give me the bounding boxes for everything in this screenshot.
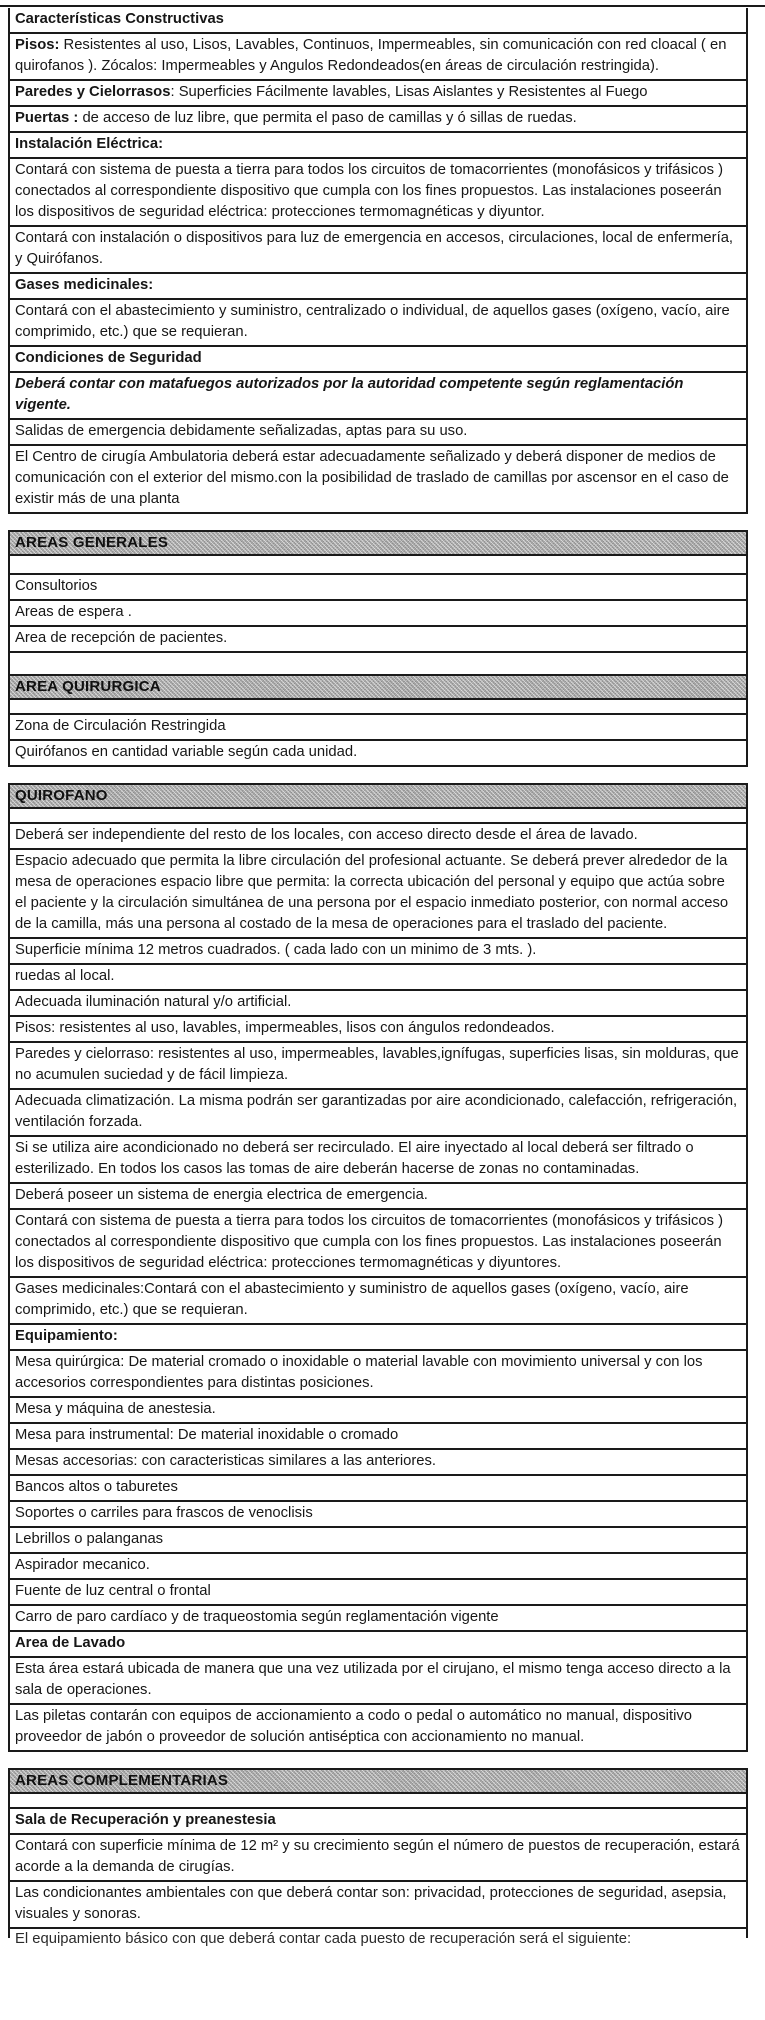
row-text: : Superficies Fácilmente lavables, Lisas Aislantes y Resistentes al Fuego	[170, 84, 648, 100]
section-quirofano	[8, 783, 748, 1752]
table-row-puesta-tierra-quirofano: Contará con sistema de puesta a tierra para todos los circuitos de tomacorrientes (monofásicos y trifásicos ) conectados al correspondiente dispositivo que cumpla con los fines propuestos. Las instalaciones poseerán los dispositivos de seguridad eléctrica: protecciones termomagnéticas y diyuntores.	[10, 1210, 746, 1278]
row-lead: Puertas :	[15, 110, 79, 126]
section-gap	[8, 514, 765, 530]
section-areas-complementarias	[8, 1768, 748, 1947]
section-header-area-quirurgica: AREA QUIRURGICA	[10, 674, 746, 700]
table-row-bancos: Bancos altos o taburetes	[10, 1476, 746, 1502]
row-text: Resistentes al uso, Lisos, Lavables, Continuos, Impermeables, sin comunicación con red cloacal ( en quirofanos ). Zócalos: Impermeables y Angulos Redondeados(en áreas de circulación restringida).	[15, 37, 727, 74]
table-row-mesa-anestesia: Mesa y máquina de anestesia.	[10, 1398, 746, 1424]
section-gap	[8, 1752, 765, 1768]
section-gap	[8, 767, 765, 783]
table-row-paredes-cielorraso: Paredes y cielorraso: resistentes al uso, impermeables, lavables,ignífugas, superficies lisas, sin molduras, que no acumulen suciedad y de fácil limpieza.	[10, 1043, 746, 1090]
section-areas-generales	[8, 530, 748, 767]
row-text: de acceso de luz libre, que permita el paso de camillas y ó sillas de ruedas.	[78, 110, 577, 126]
table-caracteristicas-constructivas	[8, 8, 748, 514]
table-row-lebrillos: Lebrillos o palanganas	[10, 1528, 746, 1554]
spacer-row	[10, 700, 746, 715]
spacer-row	[10, 1794, 746, 1809]
table-row-sala-recuperacion: Sala de Recuperación y preanestesia	[10, 1809, 746, 1835]
table-row-climatizacion: Adecuada climatización. La misma podrán ser garantizadas por aire acondicionado, calefacción, refrigeración, ventilación forzada.	[10, 1090, 746, 1137]
table-row-senalizacion: El Centro de cirugía Ambulatoria deberá estar adecuadamente señalizado y deberá disponer de medios de comunicación con el exterior del mismo.con la posibilidad de traslado de camillas por ascensor en el caso de existir más de una planta	[15, 449, 729, 507]
spacer-row	[10, 556, 746, 575]
table-row-paredes	[10, 81, 746, 107]
table-row-salidas-emergencia: Salidas de emergencia debidamente señalizadas, aptas para su uso.	[10, 420, 746, 446]
table-row-soportes-venoclisis: Soportes o carriles para frascos de venoclisis	[10, 1502, 746, 1528]
table-row-ubicacion-area-lavado: Esta área estará ubicada de manera que una vez utilizada por el cirujano, el mismo tenga acceso directo a la sala de operaciones.	[10, 1658, 746, 1705]
table-row-superficie-minima: Superficie mínima 12 metros cuadrados. ( cada lado con un minimo de 3 mts. ).	[10, 939, 746, 965]
table-row-iluminacion: Adecuada iluminación natural y/o artificial.	[10, 991, 746, 1017]
section-header-areas-generales: AREAS GENERALES	[10, 530, 746, 556]
table-row-aspirador: Aspirador mecanico.	[10, 1554, 746, 1580]
table-row-zona-circulacion: Zona de Circulación Restringida	[10, 715, 746, 741]
table-row-gases-quirofano: Gases medicinales:Contará con el abastecimiento y suministro de aquellos gases (oxígeno, vacío, aire comprimido, etc.) que se requieran.	[10, 1278, 746, 1325]
table-row-consultorios: Consultorios	[10, 575, 746, 601]
table-row-mesas-accesorias: Mesas accesorias: con caracteristicas similares a las anteriores.	[10, 1450, 746, 1476]
table-row-instalacion-electrica: Instalación Eléctrica:	[10, 133, 746, 159]
table-row-equipamiento: Equipamiento:	[10, 1325, 746, 1351]
table-row-area-lavado: Area de Lavado	[10, 1632, 746, 1658]
table-row-ruedas-local: ruedas al local.	[10, 965, 746, 991]
table-row-pisos-quirofano: Pisos: resistentes al uso, lavables, impermeables, lisos con ángulos redondeados.	[10, 1017, 746, 1043]
spacer-row	[10, 809, 746, 824]
table-row-mesa-instrumental: Mesa para instrumental: De material inoxidable o cromado	[10, 1424, 746, 1450]
table-row-pisos	[10, 34, 746, 81]
table-row-condicionantes-ambientales: Las condicionantes ambientales con que deberá contar son: privacidad, protecciones de seguridad, asepsia, visuales y sonoras.	[10, 1882, 746, 1929]
table-row-gases-medicinales: Gases medicinales:	[10, 274, 746, 300]
table-row-areas-espera: Areas de espera .	[10, 601, 746, 627]
row-lead: Pisos:	[15, 37, 60, 53]
spacer-row	[10, 653, 746, 674]
table-row-puesta-a-tierra: Contará con sistema de puesta a tierra para todos los circuitos de tomacorrientes (monofásicos y trifásicos ) conectados al correspondiente dispositivo que cumpla con los fines propuestos. Las instalaciones poseerán los dispositivos de seguridad eléctrica: protecciones termomagnéticas y diyuntor.	[10, 159, 746, 227]
table-row-quirofanos-cantidad: Quirófanos en cantidad variable según cada unidad.	[10, 741, 746, 767]
table-row-puertas	[10, 107, 746, 133]
table-row-superficie-recuperacion: Contará con superficie mínima de 12 m² y su crecimiento según el número de puestos de recuperación, estará acorde a la demanda de cirugías.	[10, 1835, 746, 1882]
table-row-luz-emergencia: Contará con instalación o dispositivos para luz de emergencia en accesos, circulaciones, local de enfermería, y Quirófanos.	[10, 227, 746, 274]
table-row-mesa-quirurgica: Mesa quirúrgica: De material cromado o inoxidable o material lavable con movimiento universal y con los accesorios correspondientes para distintas posiciones.	[10, 1351, 746, 1398]
table-row-energia-emergencia: Deberá poseer un sistema de energia electrica de emergencia.	[10, 1184, 746, 1210]
section-header-areas-complementarias: AREAS COMPLEMENTARIAS	[10, 1768, 746, 1794]
table-row-clipped: El equipamiento básico con que deberá contar cada puesto de recuperación será el siguiente:	[15, 1931, 632, 1947]
table-row-espacio-adecuado: Espacio adecuado que permita la libre circulación del profesional actuante. Se deberá prever alrededor de la mesa de operaciones espacio libre que permita: la correcta ubicación del personal y equipo que actúa sobre el paciente y la circulación simultánea de una persona por el espacio inmediato posterior, con normal acceso de la camilla, más una persona al costado de la mesa de operaciones para el traslado del paciente.	[10, 850, 746, 939]
table-row-piletas: Las piletas contarán con equipos de accionamiento a codo o pedal o automático no manual, dispositivo proveedor de jabón o proveedor de solución antiséptica con accionamiento no manual.	[10, 1705, 746, 1752]
table-row-abastecimiento-gases: Contará con el abastecimiento y suministro, centralizado o individual, de aquellos gases (oxígeno, vacío, aire comprimido, etc.) que se requieran.	[10, 300, 746, 347]
table-row-independiente: Deberá ser independiente del resto de los locales, con acceso directo desde el área de lavado.	[10, 824, 746, 850]
table-row-matafuegos: Deberá contar con matafuegos autorizados por la autoridad competente según reglamentación vigente.	[10, 373, 746, 420]
table-row-carro-paro: Carro de paro cardíaco y de traqueostomia según reglamentación vigente	[10, 1606, 746, 1632]
section-header-quirofano: QUIROFANO	[10, 783, 746, 809]
top-rule-divider	[0, 5, 765, 7]
table-row-condiciones-seguridad: Condiciones de Seguridad	[10, 347, 746, 373]
table-row-recepcion-pacientes: Area de recepción de pacientes.	[10, 627, 746, 653]
table-header-row: Características Constructivas	[10, 8, 746, 34]
table-row-aire-acondicionado: Si se utiliza aire acondicionado no deberá ser recirculado. El aire inyectado al local deberá ser filtrado o esterilizado. En todos los casos las tomas de aire deberán hacerse de zonas no contaminadas.	[10, 1137, 746, 1184]
row-lead: Paredes y Cielorrasos	[15, 84, 171, 100]
table-row-fuente-luz: Fuente de luz central o frontal	[10, 1580, 746, 1606]
